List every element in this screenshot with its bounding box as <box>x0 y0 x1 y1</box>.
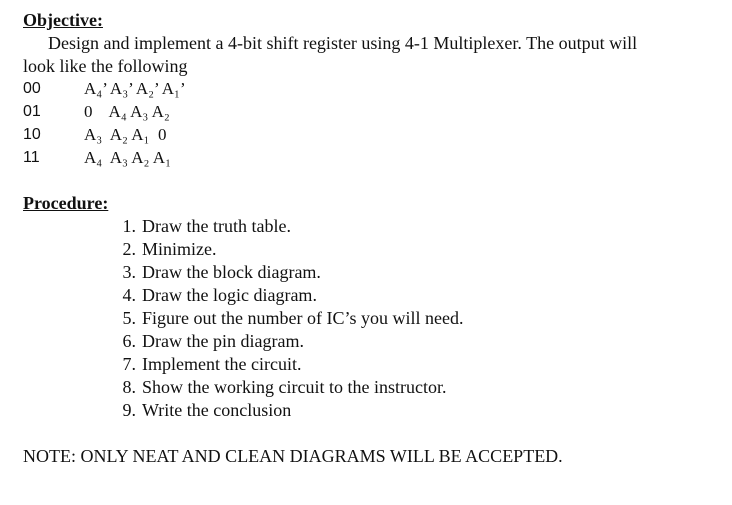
procedure-heading: Procedure: <box>23 193 109 213</box>
objective-heading: Objective: <box>23 10 103 30</box>
objective-line-2: look like the following <box>23 56 188 76</box>
step-text: Implement the circuit. <box>142 354 302 374</box>
step-number: 8. <box>122 377 136 397</box>
output-expression: 0 A₄ A₃ A₂ <box>84 102 170 121</box>
step-text: Minimize. <box>142 239 217 259</box>
procedure-step <box>112 307 463 329</box>
procedure-step <box>112 215 291 237</box>
step-text: Draw the logic diagram. <box>142 285 317 305</box>
select-code: 10 <box>23 126 41 143</box>
select-code: 11 <box>23 149 40 166</box>
select-code: 01 <box>23 103 41 120</box>
procedure-step <box>112 261 321 283</box>
procedure-step <box>112 330 304 352</box>
output-expression: A₄ A₃ A₂ A₁ <box>84 148 172 167</box>
step-text: Write the conclusion <box>142 400 292 420</box>
step-number: 6. <box>122 331 136 351</box>
procedure-step <box>112 376 446 398</box>
procedure-step <box>112 284 317 306</box>
step-number: 4. <box>122 285 136 305</box>
objective-line-1: Design and implement a 4-bit shift register using 4-1 Multiplexer. The output will <box>48 33 638 53</box>
step-number: 2. <box>122 239 136 259</box>
select-code: 00 <box>23 80 41 97</box>
step-number: 5. <box>122 308 136 328</box>
step-text: Draw the block diagram. <box>142 262 321 282</box>
step-text: Draw the pin diagram. <box>142 331 304 351</box>
step-number: 1. <box>122 216 136 236</box>
output-expression: A₃ A₂ A₁ 0 <box>84 125 167 144</box>
note-text: NOTE: ONLY NEAT AND CLEAN DIAGRAMS WILL BE ACCEPTED. <box>23 446 563 466</box>
step-number: 7. <box>122 354 136 374</box>
step-number: 9. <box>122 400 136 420</box>
step-text: Show the working circuit to the instructor. <box>142 377 447 397</box>
procedure-step <box>112 238 217 260</box>
step-number: 3. <box>122 262 136 282</box>
procedure-step <box>112 399 291 421</box>
step-text: Draw the truth table. <box>142 216 291 236</box>
procedure-step <box>112 353 301 375</box>
step-text: Figure out the number of IC’s you will need. <box>142 308 464 328</box>
output-expression: A₄’ A₃’ A₂’ A₁’ <box>84 79 186 98</box>
